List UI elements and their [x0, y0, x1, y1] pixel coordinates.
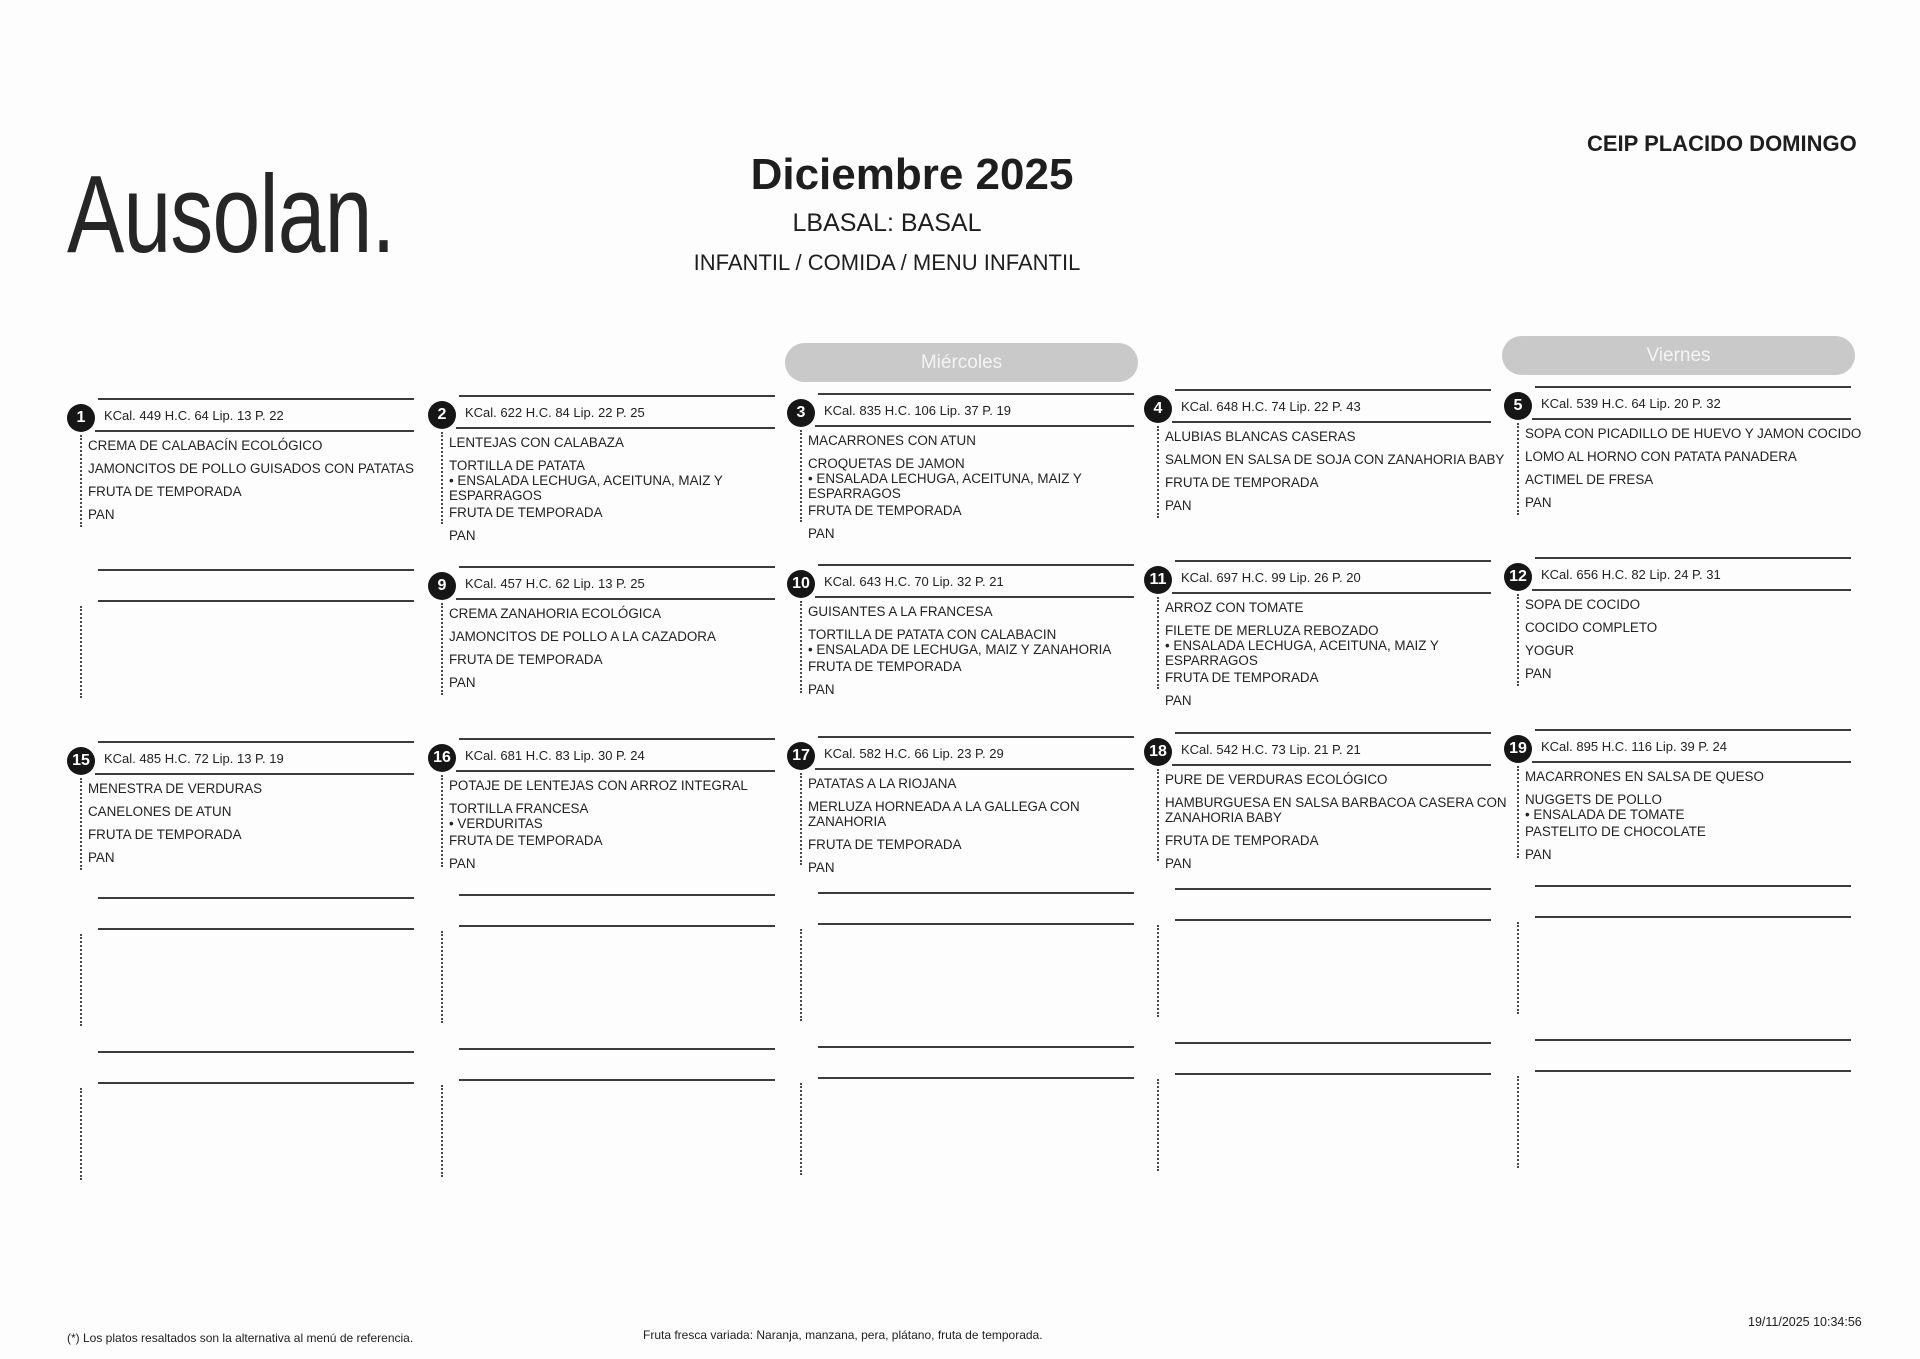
day-number-badge: 2 [428, 401, 456, 429]
day-cell [1504, 386, 1864, 526]
dish-list [1165, 600, 1517, 716]
nutrition-info: KCal. 643 H.C. 70 Lip. 32 P. 21 [824, 574, 1004, 589]
dish-item: PAN [1165, 693, 1192, 708]
day-number-badge: 17 [787, 742, 815, 770]
dish-item: TORTILLA FRANCESA [449, 801, 589, 816]
cell-top-rule [98, 398, 414, 400]
dish-item: NUGGETS DE POLLO [1525, 792, 1662, 807]
day-cell [787, 736, 1147, 876]
nutrition-info: KCal. 457 H.C. 62 Lip. 13 P. 25 [465, 576, 645, 591]
cell-bottom-rule [456, 598, 775, 600]
cell-top-rule [1535, 885, 1851, 887]
day-number-badge: 15 [67, 747, 95, 775]
dish-item: PATATAS A LA RIOJANA [808, 776, 957, 791]
dish-item: PAN [1165, 498, 1192, 513]
cell-bottom-rule [1535, 916, 1851, 918]
dotted-divider [1157, 925, 1159, 1017]
weekday-header: Viernes [1502, 336, 1855, 375]
dish-list [449, 435, 801, 551]
nutrition-info: KCal. 485 H.C. 72 Lip. 13 P. 19 [104, 751, 284, 766]
dish-item: PAN [88, 850, 115, 865]
day-cell [428, 738, 788, 878]
empty-day-cell [428, 1048, 788, 1188]
cell-top-rule [459, 1048, 775, 1050]
cell-top-rule [1535, 386, 1851, 388]
dish-item: PAN [808, 682, 835, 697]
dish-item: FRUTA DE TEMPORADA [1165, 475, 1319, 490]
cell-bottom-rule [1172, 592, 1491, 594]
dish-item: CROQUETAS DE JAMON [808, 456, 965, 471]
dish-list [88, 438, 440, 530]
dotted-divider [80, 934, 82, 1026]
dish-item: PAN [449, 528, 476, 543]
nutrition-info: KCal. 449 H.C. 64 Lip. 13 P. 22 [104, 408, 284, 423]
dotted-divider [1157, 426, 1159, 518]
dish-item: PAN [449, 675, 476, 690]
dish-item: MERLUZA HORNEADA A LA GALLEGA CON ZANAHORIA [808, 799, 1080, 829]
side-dish-item: • ENSALADA LECHUGA, ACEITUNA, MAIZ Y ESPARRAGOS [1165, 638, 1439, 668]
day-cell [1504, 729, 1864, 869]
cell-bottom-rule [98, 928, 414, 930]
dish-list [808, 604, 1160, 705]
nutrition-info: KCal. 582 H.C. 66 Lip. 23 P. 29 [824, 746, 1004, 761]
dish-item: JAMONCITOS DE POLLO A LA CAZADORA [449, 629, 716, 644]
side-dish-item: • ENSALADA DE LECHUGA, MAIZ Y ZANAHORIA [808, 642, 1112, 657]
dish-item: FRUTA DE TEMPORADA [88, 827, 242, 842]
empty-day-cell [787, 892, 1147, 1032]
dish-item: ACTIMEL DE FRESA [1525, 472, 1654, 487]
dish-list [1165, 429, 1517, 521]
day-cell [1144, 389, 1504, 529]
side-dish-item: • ENSALADA LECHUGA, ACEITUNA, MAIZ Y ESPARRAGOS [449, 473, 723, 503]
dish-item: FILETE DE MERLUZA REBOZADO [1165, 623, 1379, 638]
dotted-divider [1157, 597, 1159, 689]
nutrition-info: KCal. 648 H.C. 74 Lip. 22 P. 43 [1181, 399, 1361, 414]
dish-item: SOPA CON PICADILLO DE HUEVO Y JAMON COCIDO [1525, 426, 1862, 441]
dish-item: CANELONES DE ATUN [88, 804, 232, 819]
dish-item: MACARRONES CON ATUN [808, 433, 976, 448]
empty-day-cell [67, 569, 427, 709]
cell-bottom-rule [1535, 1070, 1851, 1072]
day-number-badge: 16 [428, 744, 456, 772]
dish-list [1525, 769, 1877, 870]
dotted-divider [441, 432, 443, 524]
empty-day-cell [67, 897, 427, 1037]
service-label: INFANTIL / COMIDA / MENU INFANTIL [693, 250, 1081, 275]
dish-item: FRUTA DE TEMPORADA [808, 659, 962, 674]
side-dish-item: • ENSALADA LECHUGA, ACEITUNA, MAIZ Y ESPARRAGOS [808, 471, 1082, 501]
cell-top-rule [1175, 732, 1491, 734]
cell-top-rule [459, 738, 775, 740]
day-cell [1504, 557, 1864, 697]
cell-bottom-rule [1172, 764, 1491, 766]
dish-item: MENESTRA DE VERDURAS [88, 781, 263, 796]
day-number-badge: 5 [1504, 392, 1532, 420]
dotted-divider [80, 606, 82, 698]
nutrition-info: KCal. 539 H.C. 64 Lip. 20 P. 32 [1541, 396, 1721, 411]
dish-item: SALMON EN SALSA DE SOJA CON ZANAHORIA BABY [1165, 452, 1505, 467]
cell-top-rule [1175, 389, 1491, 391]
nutrition-info: KCal. 656 H.C. 82 Lip. 24 P. 31 [1541, 567, 1721, 582]
dotted-divider [800, 601, 802, 693]
dish-item: PAN [808, 860, 835, 875]
cell-top-rule [1535, 1039, 1851, 1041]
day-number-badge: 11 [1144, 566, 1172, 594]
dish-list [449, 606, 801, 698]
school-name: CEIP PLACIDO DOMINGO [1587, 131, 1857, 156]
dish-item: TORTILLA DE PATATA CON CALABACIN [808, 627, 1057, 642]
dish-item: PAN [1165, 856, 1192, 871]
cell-bottom-rule [1532, 761, 1851, 763]
empty-day-cell [787, 1046, 1147, 1186]
dotted-divider [800, 430, 802, 522]
dish-list [808, 776, 1160, 883]
dish-item: ALUBIAS BLANCAS CASERAS [1165, 429, 1356, 444]
cell-bottom-rule [459, 1079, 775, 1081]
footnote-alternative: (*) Los platos resaltados son la alternativa al menú de referencia. [67, 1331, 414, 1345]
empty-day-cell [67, 1051, 427, 1191]
cell-bottom-rule [95, 430, 414, 432]
dish-list [1165, 772, 1517, 879]
cell-top-rule [459, 894, 775, 896]
dish-item: FRUTA DE TEMPORADA [1165, 833, 1319, 848]
day-cell [1144, 560, 1504, 708]
cell-bottom-rule [818, 1077, 1134, 1079]
dish-list [1525, 426, 1877, 518]
cell-top-rule [1175, 560, 1491, 562]
dish-item: LENTEJAS CON CALABAZA [449, 435, 624, 450]
nutrition-info: KCal. 835 H.C. 106 Lip. 37 P. 19 [824, 403, 1011, 418]
empty-day-cell [1504, 885, 1864, 1025]
cell-top-rule [98, 569, 414, 571]
dish-item: COCIDO COMPLETO [1525, 620, 1658, 635]
dotted-divider [800, 773, 802, 865]
cell-bottom-rule [1175, 919, 1491, 921]
month-title: Diciembre 2025 [750, 150, 1074, 199]
day-cell [787, 393, 1147, 541]
day-cell [787, 564, 1147, 704]
cell-bottom-rule [456, 770, 775, 772]
day-number-badge: 3 [787, 399, 815, 427]
dish-item: ARROZ CON TOMATE [1165, 600, 1304, 615]
cell-top-rule [818, 564, 1134, 566]
dish-item: FRUTA DE TEMPORADA [449, 652, 603, 667]
dish-item: HAMBURGUESA EN SALSA BARBACOA CASERA CON ZANAHORIA BABY [1165, 795, 1507, 825]
dish-item: LOMO AL HORNO CON PATATA PANADERA [1525, 449, 1797, 464]
dish-list [449, 778, 801, 879]
dish-item: MACARRONES EN SALSA DE QUESO [1525, 769, 1764, 784]
dotted-divider [1517, 423, 1519, 515]
dotted-divider [800, 929, 802, 1021]
cell-top-rule [1175, 1042, 1491, 1044]
dish-item: FRUTA DE TEMPORADA [808, 837, 962, 852]
dotted-divider [441, 603, 443, 695]
dish-item: PURE DE VERDURAS ECOLÓGICO [1165, 772, 1388, 787]
diet-label: LBASAL: BASAL [792, 209, 982, 237]
dish-item: JAMONCITOS DE POLLO GUISADOS CON PATATAS [88, 461, 414, 476]
dotted-divider [441, 1085, 443, 1177]
cell-top-rule [1175, 888, 1491, 890]
cell-bottom-rule [818, 923, 1134, 925]
weekday-header: Miércoles [785, 343, 1138, 382]
cell-top-rule [818, 892, 1134, 894]
dotted-divider [441, 931, 443, 1023]
nutrition-info: KCal. 895 H.C. 116 Lip. 39 P. 24 [1541, 739, 1727, 754]
cell-top-rule [98, 1051, 414, 1053]
footnote-fruit: Fruta fresca variada: Naranja, manzana, pera, plátano, fruta de temporada. [643, 1328, 1043, 1342]
dish-item: PAN [88, 507, 115, 522]
cell-bottom-rule [98, 1082, 414, 1084]
dotted-divider [80, 778, 82, 870]
day-number-badge: 19 [1504, 735, 1532, 763]
dish-list [88, 781, 440, 873]
cell-bottom-rule [815, 768, 1134, 770]
print-timestamp: 19/11/2025 10:34:56 [1748, 1315, 1862, 1329]
dotted-divider [1517, 594, 1519, 686]
dish-item: FRUTA DE TEMPORADA [449, 833, 603, 848]
cell-bottom-rule [1532, 589, 1851, 591]
cell-bottom-rule [456, 427, 775, 429]
day-cell [428, 395, 788, 543]
dish-item: PAN [1525, 495, 1552, 510]
day-cell [428, 566, 788, 706]
dish-item: FRUTA DE TEMPORADA [449, 505, 603, 520]
cell-top-rule [98, 897, 414, 899]
empty-day-cell [1144, 888, 1504, 1028]
side-dish-item: • ENSALADA DE TOMATE [1525, 807, 1685, 822]
empty-day-cell [1144, 1042, 1504, 1182]
dish-item: PAN [1525, 666, 1552, 681]
dish-item: PAN [808, 526, 835, 541]
dotted-divider [1157, 769, 1159, 861]
nutrition-info: KCal. 697 H.C. 99 Lip. 26 P. 20 [1181, 570, 1361, 585]
dotted-divider [800, 1083, 802, 1175]
dish-item: TORTILLA DE PATATA [449, 458, 585, 473]
nutrition-info: KCal. 542 H.C. 73 Lip. 21 P. 21 [1181, 742, 1361, 757]
nutrition-info: KCal. 681 H.C. 83 Lip. 30 P. 24 [465, 748, 645, 763]
dish-item: FRUTA DE TEMPORADA [88, 484, 242, 499]
cell-bottom-rule [1532, 418, 1851, 420]
day-cell [67, 741, 427, 881]
dish-item: YOGUR [1525, 643, 1575, 658]
dish-item: POTAJE DE LENTEJAS CON ARROZ INTEGRAL [449, 778, 748, 793]
cell-bottom-rule [815, 425, 1134, 427]
cell-bottom-rule [459, 925, 775, 927]
day-number-badge: 1 [67, 404, 95, 432]
dotted-divider [80, 435, 82, 527]
cell-top-rule [818, 393, 1134, 395]
dotted-divider [1517, 766, 1519, 858]
day-cell [67, 398, 427, 538]
dish-item: PAN [449, 856, 476, 871]
day-number-badge: 10 [787, 570, 815, 598]
dotted-divider [1157, 1079, 1159, 1171]
cell-top-rule [98, 741, 414, 743]
dish-item: CREMA ZANAHORIA ECOLÓGICA [449, 606, 662, 621]
dotted-divider [1517, 1076, 1519, 1168]
dish-item: GUISANTES A LA FRANCESA [808, 604, 993, 619]
dish-list [1525, 597, 1877, 689]
dotted-divider [1517, 922, 1519, 1014]
dotted-divider [80, 1088, 82, 1180]
cell-top-rule [818, 1046, 1134, 1048]
ausolan-logo: Ausolan. [67, 153, 395, 276]
cell-top-rule [1535, 557, 1851, 559]
dish-item: PASTELITO DE CHOCOLATE [1525, 824, 1706, 839]
cell-bottom-rule [95, 773, 414, 775]
dish-item: FRUTA DE TEMPORADA [808, 503, 962, 518]
empty-day-cell [428, 894, 788, 1034]
cell-bottom-rule [1175, 1073, 1491, 1075]
dish-item: FRUTA DE TEMPORADA [1165, 670, 1319, 685]
empty-day-cell [1504, 1039, 1864, 1179]
nutrition-info: KCal. 622 H.C. 84 Lip. 22 P. 25 [465, 405, 645, 420]
dish-item: SOPA DE COCIDO [1525, 597, 1641, 612]
cell-bottom-rule [815, 596, 1134, 598]
day-number-badge: 4 [1144, 395, 1172, 423]
dish-item: PAN [1525, 847, 1552, 862]
cell-bottom-rule [1172, 421, 1491, 423]
dish-list [808, 433, 1160, 549]
day-cell [1144, 732, 1507, 872]
dotted-divider [441, 775, 443, 867]
cell-top-rule [1535, 729, 1851, 731]
cell-top-rule [459, 395, 775, 397]
day-number-badge: 18 [1144, 738, 1172, 766]
day-number-badge: 9 [428, 572, 456, 600]
cell-bottom-rule [98, 600, 414, 602]
dish-item: CREMA DE CALABACÍN ECOLÓGICO [88, 438, 323, 453]
side-dish-item: • VERDURITAS [449, 816, 543, 831]
day-number-badge: 12 [1504, 563, 1532, 591]
cell-top-rule [818, 736, 1134, 738]
cell-top-rule [459, 566, 775, 568]
